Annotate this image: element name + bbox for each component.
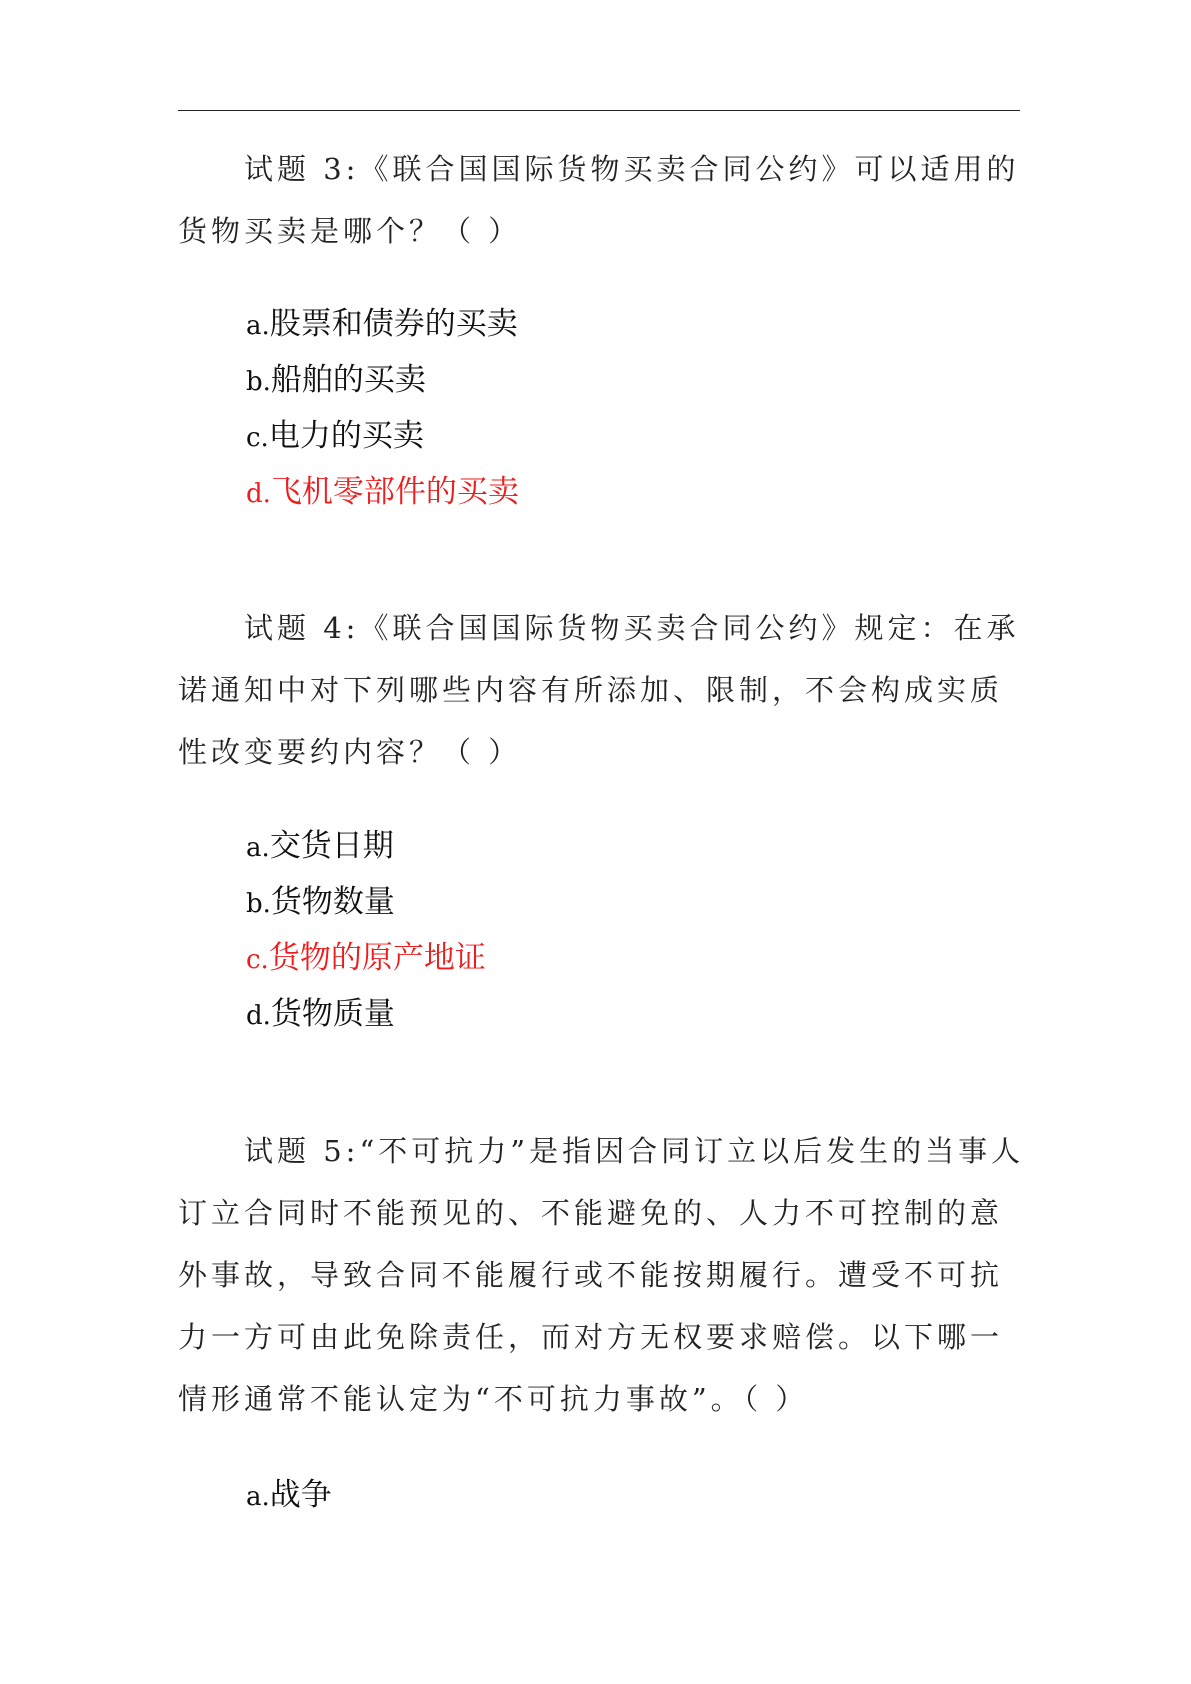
question-4-options	[246, 818, 486, 1042]
question-5-options	[246, 1467, 332, 1523]
question-5-text: 试题 5:“不可抗力”是指因合同订立以后发生的当事人订立合同时不能预见的、不能避免的、人力不可控制的意外事故，导致合同不能履行或不能按期履行。遭受不可抗力一方可由此免除责任，而对方无权要求赔偿。以下哪一情形通常不能认定为“不可抗力事故”。（ ）	[178, 1134, 1025, 1416]
question-4-option-c-correct[interactable]: c.货物的原产地证	[246, 940, 486, 976]
question-3-option-b[interactable]: b.船舶的买卖	[246, 362, 426, 398]
question-3-option-a[interactable]: a.股票和债券的买卖	[246, 306, 518, 342]
header-rule	[178, 110, 1020, 111]
question-3-text: 试题 3:《联合国国际货物买卖合同公约》可以适用的货物买卖是哪个？（ ）	[178, 152, 1020, 248]
question-4-option-a[interactable]: a.交货日期	[246, 828, 394, 864]
question-3-option-d-correct[interactable]: d.飞机零部件的买卖	[246, 474, 519, 510]
question-3-option-c[interactable]: c.电力的买卖	[246, 418, 424, 454]
question-4-option-d[interactable]: d.货物质量	[246, 996, 395, 1032]
question-3-options	[246, 296, 519, 520]
question-4-option-b[interactable]: b.货物数量	[246, 884, 395, 920]
question-4-text: 试题 4:《联合国国际货物买卖合同公约》规定：在承诺通知中对下列哪些内容有所添加、限制，不会构成实质性改变要约内容？（ ）	[178, 611, 1020, 769]
question-5-option-a[interactable]: a.战争	[246, 1477, 332, 1513]
